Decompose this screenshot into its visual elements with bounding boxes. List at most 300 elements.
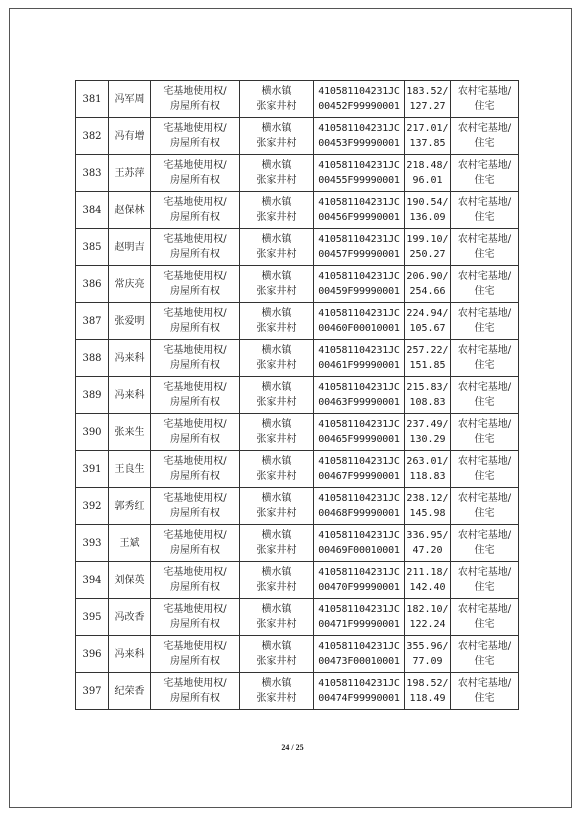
- right-type-line2: 房屋所有权: [170, 360, 220, 371]
- property-code-line1: 410581104231JC: [318, 197, 400, 208]
- land-area: 238.12/: [406, 493, 449, 504]
- location-cell: [240, 673, 314, 710]
- right-type-cell: [151, 340, 240, 377]
- right-type-line1: 宅基地使用权/: [163, 419, 227, 430]
- right-type-cell: [151, 488, 240, 525]
- area-cell: [405, 229, 451, 266]
- property-code-line2: 00469F00010001: [318, 545, 400, 556]
- record-number: 394: [82, 574, 102, 586]
- location-town: 横水镇: [261, 382, 292, 393]
- land-area: 237.49/: [406, 419, 449, 430]
- location-village: 张家井村: [256, 693, 297, 704]
- land-area: 199.10/: [406, 234, 449, 245]
- usage-line1: 农村宅基地/: [457, 530, 512, 541]
- record-number-cell: [76, 673, 109, 710]
- location-cell: [240, 303, 314, 340]
- location-cell: [240, 192, 314, 229]
- owner-name-cell: [109, 118, 151, 155]
- usage-cell: [451, 451, 519, 488]
- owner-name-cell: [109, 81, 151, 118]
- location-village: 张家井村: [256, 101, 297, 112]
- usage-line2: 住宅: [474, 323, 495, 334]
- area-cell: [405, 414, 451, 451]
- land-area: 190.54/: [406, 197, 449, 208]
- building-area: 122.24: [409, 619, 446, 630]
- record-number: 382: [82, 130, 102, 142]
- property-code-cell: [314, 562, 405, 599]
- record-number-cell: [76, 451, 109, 488]
- location-village: 张家井村: [256, 397, 297, 408]
- table-row: [76, 303, 519, 340]
- owner-name-cell: [109, 377, 151, 414]
- location-village: 张家井村: [256, 249, 297, 260]
- record-number: 389: [82, 389, 102, 401]
- right-type-cell: [151, 266, 240, 303]
- land-area: 336.95/: [406, 530, 449, 541]
- area-cell: [405, 155, 451, 192]
- property-code-line2: 00471F99990001: [318, 619, 400, 630]
- land-area: 215.83/: [406, 382, 449, 393]
- right-type-cell: [151, 451, 240, 488]
- location-cell: [240, 377, 314, 414]
- usage-line2: 住宅: [474, 508, 495, 519]
- location-village: 张家井村: [256, 582, 297, 593]
- property-code-cell: [314, 636, 405, 673]
- building-area: 127.27: [409, 101, 446, 112]
- usage-line1: 农村宅基地/: [457, 197, 512, 208]
- right-type-line2: 房屋所有权: [170, 471, 220, 482]
- right-type-line2: 房屋所有权: [170, 508, 220, 519]
- record-number: 396: [82, 648, 102, 660]
- property-code-line1: 410581104231JC: [318, 604, 400, 615]
- location-town: 横水镇: [261, 271, 292, 282]
- right-type-line1: 宅基地使用权/: [163, 86, 227, 97]
- owner-name: 赵明吉: [114, 241, 145, 253]
- property-code-line1: 410581104231JC: [318, 493, 400, 504]
- usage-line1: 农村宅基地/: [457, 86, 512, 97]
- building-area: 151.85: [409, 360, 446, 371]
- location-village: 张家井村: [256, 138, 297, 149]
- area-cell: [405, 525, 451, 562]
- record-number: 385: [82, 241, 102, 253]
- owner-name: 冯来科: [114, 648, 145, 660]
- property-code-cell: [314, 488, 405, 525]
- usage-line1: 农村宅基地/: [457, 234, 512, 245]
- building-area: 118.83: [409, 471, 446, 482]
- usage-line2: 住宅: [474, 545, 495, 556]
- owner-name-cell: [109, 414, 151, 451]
- right-type-line2: 房屋所有权: [170, 249, 220, 260]
- table-row: [76, 636, 519, 673]
- property-code-line1: 410581104231JC: [318, 345, 400, 356]
- property-code-line1: 410581104231JC: [318, 530, 400, 541]
- usage-line1: 农村宅基地/: [457, 308, 512, 319]
- usage-line1: 农村宅基地/: [457, 493, 512, 504]
- record-number-cell: [76, 118, 109, 155]
- area-cell: [405, 81, 451, 118]
- right-type-line1: 宅基地使用权/: [163, 530, 227, 541]
- location-village: 张家井村: [256, 508, 297, 519]
- owner-name: 纪荣香: [114, 685, 145, 697]
- usage-cell: [451, 488, 519, 525]
- location-town: 横水镇: [261, 604, 292, 615]
- right-type-line1: 宅基地使用权/: [163, 456, 227, 467]
- right-type-cell: [151, 599, 240, 636]
- property-code-cell: [314, 451, 405, 488]
- property-code-line1: 410581104231JC: [318, 308, 400, 319]
- property-code-line2: 00453F99990001: [318, 138, 400, 149]
- property-code-cell: [314, 673, 405, 710]
- location-cell: [240, 488, 314, 525]
- table-row: [76, 118, 519, 155]
- property-code-cell: [314, 340, 405, 377]
- table-row: [76, 377, 519, 414]
- right-type-cell: [151, 192, 240, 229]
- owner-name: 冯来科: [114, 352, 145, 364]
- usage-cell: [451, 414, 519, 451]
- right-type-line1: 宅基地使用权/: [163, 160, 227, 171]
- record-number-cell: [76, 229, 109, 266]
- property-code-line1: 410581104231JC: [318, 678, 400, 689]
- building-area: 47.20: [412, 545, 443, 556]
- table-row: [76, 81, 519, 118]
- record-number-cell: [76, 377, 109, 414]
- right-type-line1: 宅基地使用权/: [163, 234, 227, 245]
- location-village: 张家井村: [256, 323, 297, 334]
- location-village: 张家井村: [256, 471, 297, 482]
- record-number: 397: [82, 685, 102, 697]
- building-area: 96.01: [412, 175, 443, 186]
- property-code-line2: 00452F99990001: [318, 101, 400, 112]
- area-cell: [405, 599, 451, 636]
- property-code-cell: [314, 525, 405, 562]
- land-area: 183.52/: [406, 86, 449, 97]
- location-cell: [240, 599, 314, 636]
- page-number: 24 / 25: [281, 743, 304, 752]
- usage-line1: 农村宅基地/: [457, 123, 512, 134]
- owner-name-cell: [109, 266, 151, 303]
- right-type-cell: [151, 118, 240, 155]
- property-code-line2: 00461F99990001: [318, 360, 400, 371]
- right-type-cell: [151, 229, 240, 266]
- usage-line2: 住宅: [474, 693, 495, 704]
- right-type-line2: 房屋所有权: [170, 286, 220, 297]
- location-town: 横水镇: [261, 197, 292, 208]
- property-code-line1: 410581104231JC: [318, 123, 400, 134]
- owner-name: 冯有增: [114, 130, 145, 142]
- location-cell: [240, 81, 314, 118]
- usage-line1: 农村宅基地/: [457, 419, 512, 430]
- property-code-cell: [314, 303, 405, 340]
- table-row: [76, 488, 519, 525]
- table-row: [76, 155, 519, 192]
- usage-line1: 农村宅基地/: [457, 160, 512, 171]
- usage-cell: [451, 562, 519, 599]
- table-row: [76, 414, 519, 451]
- table-row: [76, 562, 519, 599]
- record-number-cell: [76, 303, 109, 340]
- owner-name-cell: [109, 340, 151, 377]
- usage-line2: 住宅: [474, 138, 495, 149]
- owner-name-cell: [109, 562, 151, 599]
- owner-name: 赵保林: [114, 204, 145, 216]
- record-number: 383: [82, 167, 102, 179]
- location-village: 张家井村: [256, 286, 297, 297]
- land-area: 206.90/: [406, 271, 449, 282]
- location-town: 横水镇: [261, 234, 292, 245]
- building-area: 118.49: [409, 693, 446, 704]
- usage-line2: 住宅: [474, 434, 495, 445]
- property-code-cell: [314, 266, 405, 303]
- usage-line1: 农村宅基地/: [457, 641, 512, 652]
- location-town: 横水镇: [261, 530, 292, 541]
- record-number: 393: [82, 537, 102, 549]
- record-number: 390: [82, 426, 102, 438]
- property-code-line1: 410581104231JC: [318, 382, 400, 393]
- record-number: 384: [82, 204, 102, 216]
- usage-line2: 住宅: [474, 656, 495, 667]
- usage-cell: [451, 192, 519, 229]
- usage-line1: 农村宅基地/: [457, 678, 512, 689]
- record-number-cell: [76, 81, 109, 118]
- owner-name: 王良生: [114, 463, 145, 475]
- record-number-cell: [76, 599, 109, 636]
- table-row: [76, 599, 519, 636]
- location-cell: [240, 636, 314, 673]
- location-cell: [240, 155, 314, 192]
- right-type-line1: 宅基地使用权/: [163, 271, 227, 282]
- right-type-line2: 房屋所有权: [170, 582, 220, 593]
- property-code-cell: [314, 81, 405, 118]
- usage-cell: [451, 81, 519, 118]
- table-row: [76, 340, 519, 377]
- right-type-line2: 房屋所有权: [170, 397, 220, 408]
- record-number-cell: [76, 340, 109, 377]
- property-code-cell: [314, 414, 405, 451]
- property-code-line1: 410581104231JC: [318, 234, 400, 245]
- right-type-line2: 房屋所有权: [170, 323, 220, 334]
- usage-cell: [451, 155, 519, 192]
- land-area: 218.48/: [406, 160, 449, 171]
- record-number: 395: [82, 611, 102, 623]
- right-type-cell: [151, 525, 240, 562]
- right-type-cell: [151, 562, 240, 599]
- location-town: 横水镇: [261, 308, 292, 319]
- right-type-cell: [151, 673, 240, 710]
- owner-name-cell: [109, 229, 151, 266]
- record-number-cell: [76, 414, 109, 451]
- right-type-line1: 宅基地使用权/: [163, 123, 227, 134]
- owner-name: 王苏萍: [114, 167, 145, 179]
- usage-line2: 住宅: [474, 619, 495, 630]
- building-area: 136.09: [409, 212, 446, 223]
- location-town: 横水镇: [261, 456, 292, 467]
- table-row: [76, 229, 519, 266]
- property-code-line1: 410581104231JC: [318, 160, 400, 171]
- owner-name: 王斌: [119, 537, 140, 549]
- location-town: 横水镇: [261, 567, 292, 578]
- record-number-cell: [76, 155, 109, 192]
- location-town: 横水镇: [261, 641, 292, 652]
- location-town: 横水镇: [261, 123, 292, 134]
- location-town: 横水镇: [261, 493, 292, 504]
- property-code-cell: [314, 377, 405, 414]
- property-code-line1: 410581104231JC: [318, 419, 400, 430]
- usage-line2: 住宅: [474, 101, 495, 112]
- property-code-line2: 00463F99990001: [318, 397, 400, 408]
- property-code-line2: 00467F99990001: [318, 471, 400, 482]
- record-number-cell: [76, 525, 109, 562]
- land-area: 198.52/: [406, 678, 449, 689]
- right-type-line2: 房屋所有权: [170, 138, 220, 149]
- usage-cell: [451, 673, 519, 710]
- owner-name-cell: [109, 192, 151, 229]
- right-type-line2: 房屋所有权: [170, 434, 220, 445]
- building-area: 254.66: [409, 286, 446, 297]
- usage-cell: [451, 266, 519, 303]
- property-code-cell: [314, 192, 405, 229]
- right-type-line1: 宅基地使用权/: [163, 567, 227, 578]
- usage-cell: [451, 636, 519, 673]
- usage-cell: [451, 229, 519, 266]
- records-table: [75, 80, 519, 710]
- area-cell: [405, 377, 451, 414]
- owner-name-cell: [109, 525, 151, 562]
- usage-cell: [451, 340, 519, 377]
- usage-line1: 农村宅基地/: [457, 382, 512, 393]
- record-number-cell: [76, 266, 109, 303]
- usage-line2: 住宅: [474, 212, 495, 223]
- location-town: 横水镇: [261, 160, 292, 171]
- record-number: 381: [82, 93, 102, 105]
- location-village: 张家井村: [256, 360, 297, 371]
- area-cell: [405, 636, 451, 673]
- owner-name: 张来生: [114, 426, 145, 438]
- right-type-line1: 宅基地使用权/: [163, 345, 227, 356]
- location-cell: [240, 118, 314, 155]
- owner-name: 刘保英: [114, 574, 145, 586]
- table-row: [76, 266, 519, 303]
- right-type-cell: [151, 81, 240, 118]
- building-area: 145.98: [409, 508, 446, 519]
- land-area: 263.01/: [406, 456, 449, 467]
- property-code-line2: 00459F99990001: [318, 286, 400, 297]
- land-area: 217.01/: [406, 123, 449, 134]
- property-code-line1: 410581104231JC: [318, 641, 400, 652]
- usage-line2: 住宅: [474, 249, 495, 260]
- usage-line2: 住宅: [474, 397, 495, 408]
- area-cell: [405, 451, 451, 488]
- usage-line2: 住宅: [474, 286, 495, 297]
- location-cell: [240, 229, 314, 266]
- usage-line2: 住宅: [474, 360, 495, 371]
- area-cell: [405, 266, 451, 303]
- right-type-line1: 宅基地使用权/: [163, 641, 227, 652]
- record-number: 388: [82, 352, 102, 364]
- usage-line2: 住宅: [474, 175, 495, 186]
- land-area: 211.18/: [406, 567, 449, 578]
- owner-name-cell: [109, 451, 151, 488]
- location-cell: [240, 451, 314, 488]
- record-number: 387: [82, 315, 102, 327]
- location-village: 张家井村: [256, 212, 297, 223]
- right-type-cell: [151, 303, 240, 340]
- right-type-line2: 房屋所有权: [170, 101, 220, 112]
- right-type-line2: 房屋所有权: [170, 619, 220, 630]
- property-code-line2: 00473F00010001: [318, 656, 400, 667]
- building-area: 130.29: [409, 434, 446, 445]
- right-type-line1: 宅基地使用权/: [163, 678, 227, 689]
- owner-name-cell: [109, 488, 151, 525]
- property-code-cell: [314, 229, 405, 266]
- property-code-line2: 00470F99990001: [318, 582, 400, 593]
- right-type-line2: 房屋所有权: [170, 175, 220, 186]
- usage-cell: [451, 118, 519, 155]
- records-body: [76, 81, 519, 710]
- right-type-line1: 宅基地使用权/: [163, 493, 227, 504]
- location-town: 横水镇: [261, 345, 292, 356]
- usage-cell: [451, 303, 519, 340]
- building-area: 77.09: [412, 656, 443, 667]
- area-cell: [405, 192, 451, 229]
- usage-line1: 农村宅基地/: [457, 271, 512, 282]
- owner-name: 冯改香: [114, 611, 145, 623]
- usage-cell: [451, 599, 519, 636]
- record-number: 391: [82, 463, 102, 475]
- location-village: 张家井村: [256, 434, 297, 445]
- owner-name: 冯军周: [114, 93, 145, 105]
- location-village: 张家井村: [256, 175, 297, 186]
- right-type-line1: 宅基地使用权/: [163, 197, 227, 208]
- record-number-cell: [76, 488, 109, 525]
- right-type-cell: [151, 414, 240, 451]
- usage-line1: 农村宅基地/: [457, 345, 512, 356]
- property-code-line2: 00457F99990001: [318, 249, 400, 260]
- location-town: 横水镇: [261, 419, 292, 430]
- usage-cell: [451, 525, 519, 562]
- building-area: 105.67: [409, 323, 446, 334]
- right-type-line1: 宅基地使用权/: [163, 382, 227, 393]
- property-code-cell: [314, 118, 405, 155]
- area-cell: [405, 118, 451, 155]
- right-type-line2: 房屋所有权: [170, 693, 220, 704]
- location-town: 横水镇: [261, 86, 292, 97]
- record-number: 386: [82, 278, 102, 290]
- property-code-line1: 410581104231JC: [318, 86, 400, 97]
- usage-line1: 农村宅基地/: [457, 567, 512, 578]
- owner-name-cell: [109, 636, 151, 673]
- property-code-cell: [314, 155, 405, 192]
- usage-line2: 住宅: [474, 471, 495, 482]
- location-village: 张家井村: [256, 545, 297, 556]
- table-row: [76, 451, 519, 488]
- land-area: 224.94/: [406, 308, 449, 319]
- usage-cell: [451, 377, 519, 414]
- property-code-line2: 00468F99990001: [318, 508, 400, 519]
- record-number: 392: [82, 500, 102, 512]
- right-type-line2: 房屋所有权: [170, 212, 220, 223]
- property-code-line2: 00474F99990001: [318, 693, 400, 704]
- location-cell: [240, 340, 314, 377]
- land-area: 182.10/: [406, 604, 449, 615]
- location-town: 横水镇: [261, 678, 292, 689]
- record-number-cell: [76, 192, 109, 229]
- right-type-line2: 房屋所有权: [170, 545, 220, 556]
- building-area: 137.85: [409, 138, 446, 149]
- location-village: 张家井村: [256, 619, 297, 630]
- right-type-cell: [151, 377, 240, 414]
- owner-name: 常庆亮: [114, 278, 145, 290]
